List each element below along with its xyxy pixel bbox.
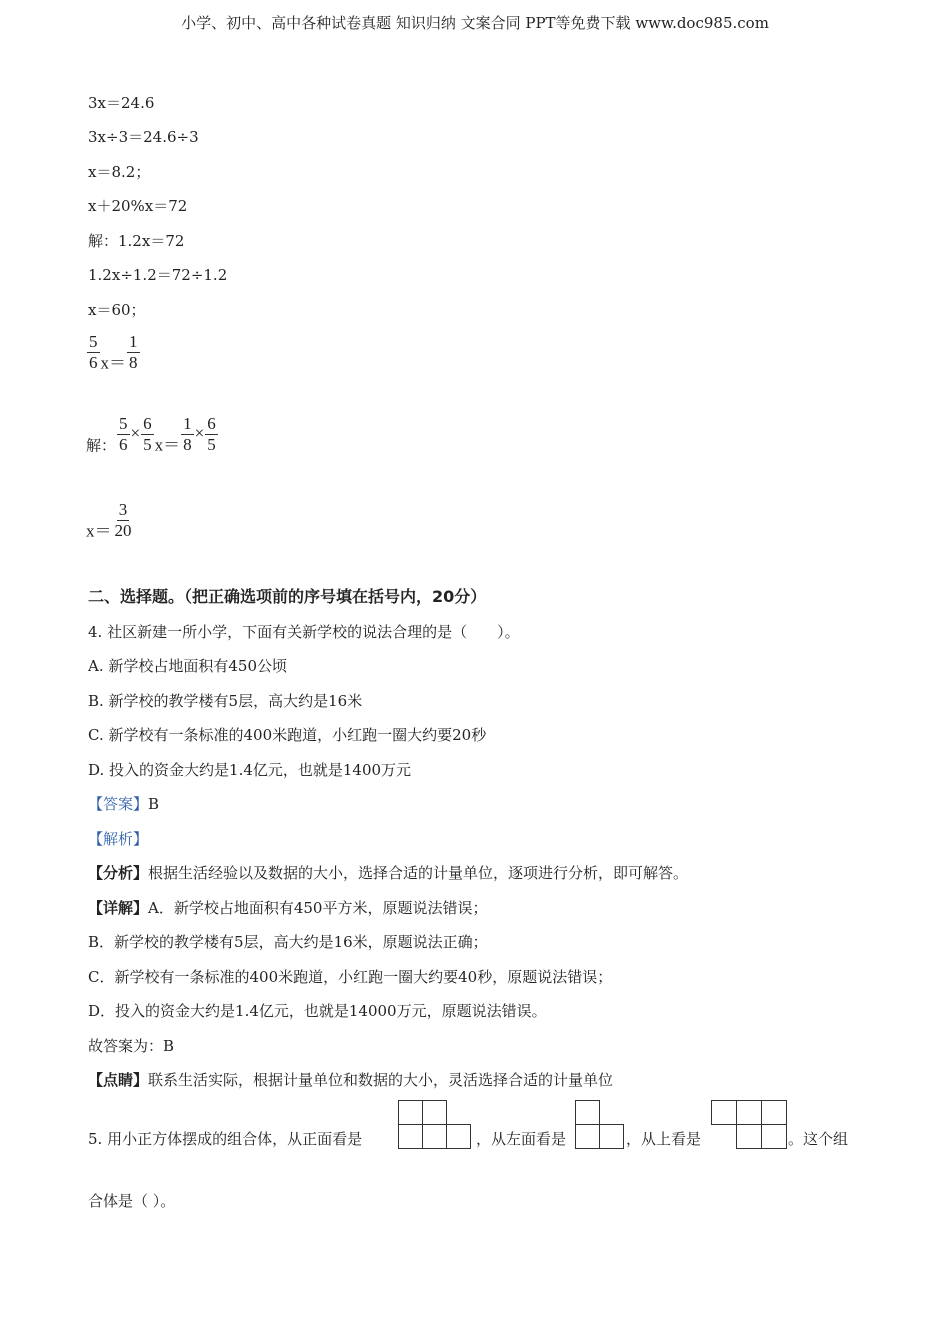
equation-line: 解：1.2x＝72 [88,232,185,250]
q5-line2: 合体是（ ）。 [88,1192,176,1210]
option-b: B. 新学校的教学楼有5层，高大约是16米 [88,692,363,710]
fenxi-text: 根据生活经验以及数据的大小，选择合适的计量单位，逐项进行分析，即可解答。 [148,864,689,882]
q5-part3: ，从上看是 [626,1130,702,1148]
equation-line: 3x＝24.6 [88,94,155,112]
top-view-figure [711,1100,787,1150]
fraction-equation-2: 解： $\frac{5}{6}$ × $\frac{6}{5}$ x＝ $\frac{1}{8}$ × $\frac{6}{5}$ [86,414,216,455]
fraction: $\frac{3}{20}$ [114,500,132,540]
fraction: $\frac{5}{6}$ [89,332,98,372]
question-stem: 4. 社区新建一所小学，下面有关新学校的说法合理的是（ ）。 [88,623,520,641]
fraction-equation-3: x＝ $\frac{3}{20}$ [86,500,132,541]
front-view-figure [398,1100,472,1150]
dianjing-text: 联系生活实际，根据计量单位和数据的大小，灵活选择合适的计量单位 [148,1071,614,1089]
answer-value: B [148,795,160,813]
xiangjie-b: B．新学校的教学楼有5层，高大约是16米，原题说法正确； [88,933,488,951]
xiangjie-a: A．新学校占地面积有450平方米，原题说法错误； [148,899,488,917]
q5-part1: 5. 用小正方体摆成的组合体，从正面看是 [88,1130,363,1148]
equation-line: x＋20%x＝72 [88,197,188,215]
answer-line [88,793,159,814]
equation-line: 3x÷3＝24.6÷3 [88,128,199,146]
equation-line: x＝60； [88,301,146,319]
option-a: A. 新学校占地面积有450公顷 [88,657,288,675]
fraction-equation-1: $\frac{5}{6}$ x＝ $\frac{1}{8}$ [89,332,138,373]
left-view-figure [575,1100,625,1150]
analysis-label: 【解析】 [88,830,149,848]
q5-part2: ，从左面看是 [476,1130,567,1148]
option-c: C. 新学校有一条标准的400米跑道，小红跑一圈大约要20秒 [88,726,487,744]
q5-part4: 。这个组 [788,1130,849,1148]
equation-line: x＝8.2； [88,163,151,181]
option-d: D. 投入的资金大约是1.4亿元，也就是1400万元 [88,761,412,779]
fraction: $\frac{6}{5}$ [143,414,152,454]
conclusion: 故答案为：B [88,1037,175,1055]
xiangjie-d: D．投入的资金大约是1.4亿元，也就是14000万元，原题说法错误。 [88,1002,547,1020]
fenxi-label: 【分析】 [88,864,149,882]
xiangjie-c: C．新学校有一条标准的400米跑道，小红跑一圈大约要40秒，原题说法错误； [88,968,613,986]
fraction: $\frac{6}{5}$ [207,414,216,454]
fenxi-line [88,862,688,883]
page-header: 小学、初中、高中各种试卷真题 知识归纳 文案合同 PPT等免费下载 www.doc985.com [181,14,769,32]
answer-label: 【答案】 [88,795,149,813]
fraction: $\frac{1}{8}$ [129,332,138,372]
dianjing-label: 【点睛】 [88,1071,149,1089]
equation-line: 1.2x÷1.2＝72÷1.2 [88,266,228,284]
fraction: $\frac{1}{8}$ [183,414,192,454]
section-title: 二、选择题。（把正确选项前的序号填在括号内，20分） [88,587,487,606]
fraction: $\frac{5}{6}$ [119,414,128,454]
xiangjie-line [88,897,487,918]
xiangjie-label: 【详解】 [88,899,149,917]
dianjing-line [88,1069,613,1090]
